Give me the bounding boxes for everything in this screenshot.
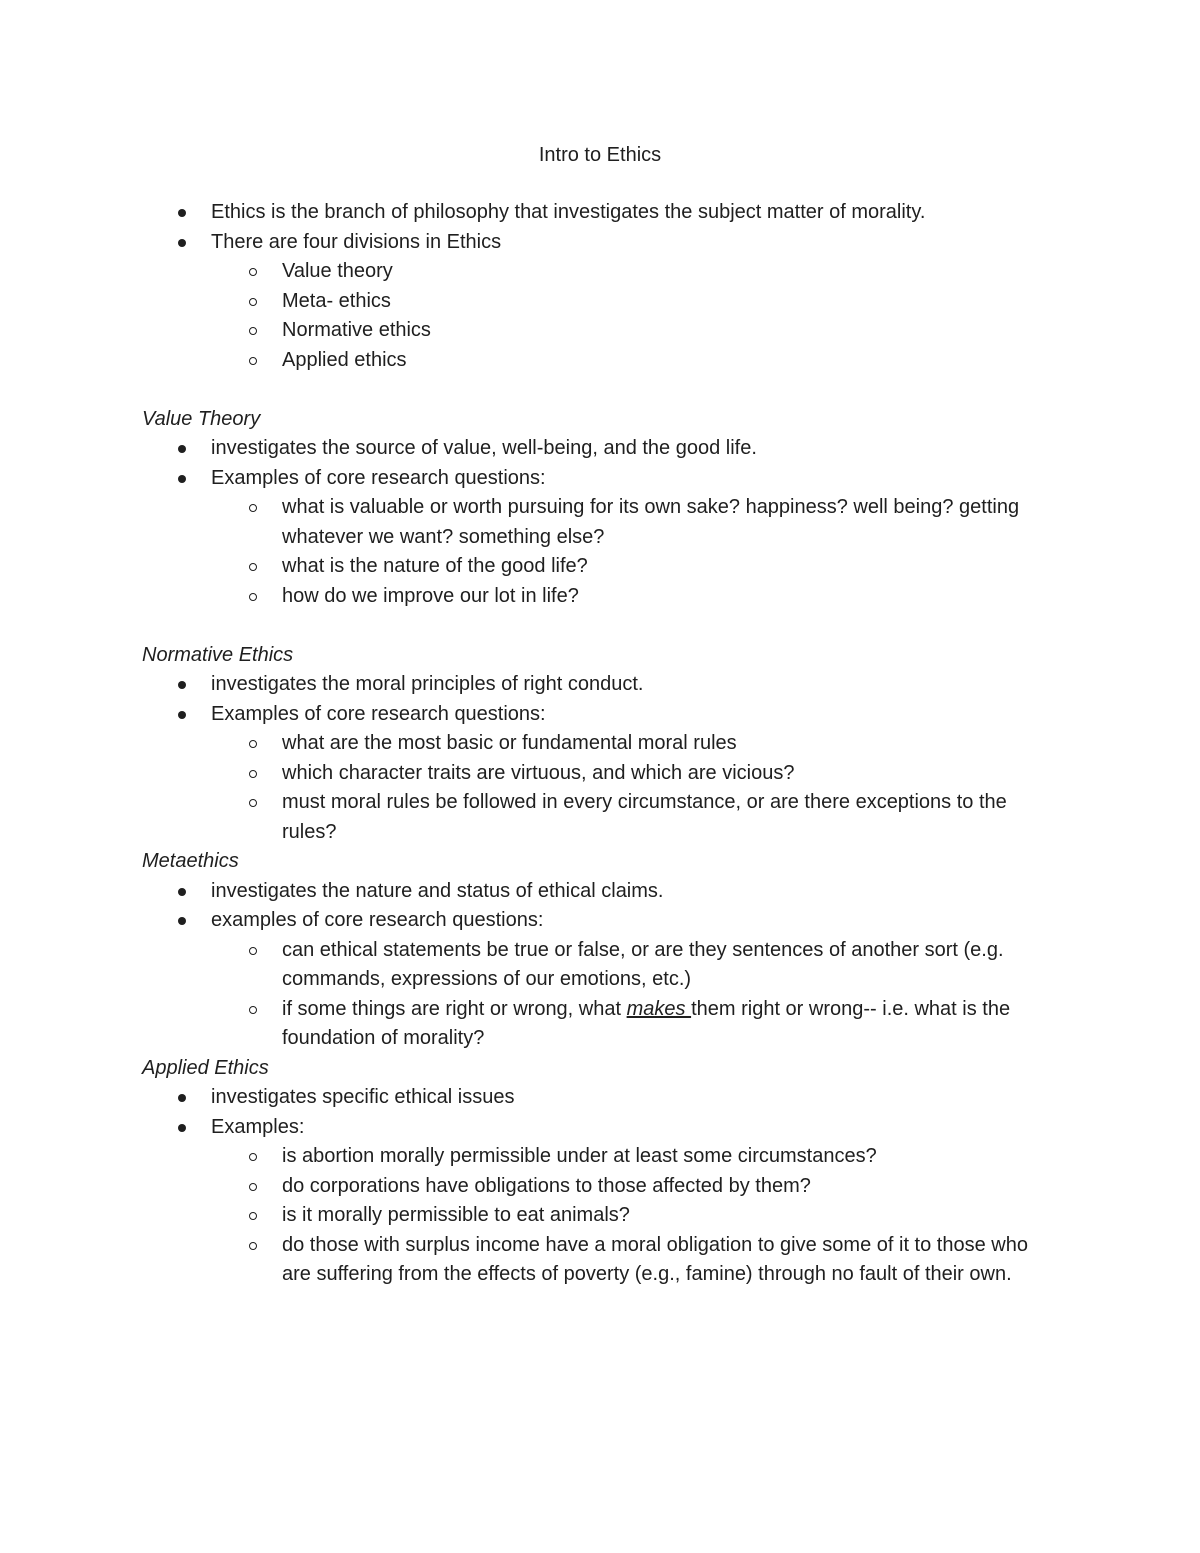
list-item: Ethics is the branch of philosophy that investigates the subject matter of morality. xyxy=(142,198,1062,228)
hollow-bullet-icon xyxy=(249,1006,257,1014)
sub-list-item: Meta- ethics xyxy=(142,287,1062,317)
normative-ethics-list xyxy=(142,670,1062,847)
list-item: investigates the source of value, well-being, and the good life. xyxy=(142,434,1062,464)
intro-list xyxy=(142,198,1062,375)
section-heading-value-theory: Value Theory xyxy=(142,407,261,430)
hollow-bullet-icon xyxy=(249,1242,257,1250)
hollow-bullet-icon xyxy=(249,1153,257,1161)
hollow-bullet-icon xyxy=(249,1212,257,1220)
list-item: examples of core research questions: can ethical statements be true or false, or are they sentences of another sort (e.g. commands, expressions of our emotions, etc.) if some things are right or wrong, what makes them right or wrong-- i.e. what is the foundation of morality? xyxy=(142,906,1062,1054)
hollow-bullet-icon xyxy=(249,1183,257,1191)
bullet-icon xyxy=(178,1124,186,1132)
bullet-icon xyxy=(178,681,186,689)
bullet-icon xyxy=(178,917,186,925)
bullet-icon xyxy=(178,711,186,719)
value-theory-questions xyxy=(142,493,1062,611)
bullet-icon xyxy=(178,888,186,896)
bullet-icon xyxy=(178,209,186,217)
hollow-bullet-icon xyxy=(249,563,257,571)
sub-list-item: if some things are right or wrong, what makes them right or wrong-- i.e. what is the foundation of morality? xyxy=(142,995,1062,1054)
hollow-bullet-icon xyxy=(249,298,257,306)
sub-list-item: Value theory xyxy=(142,257,1062,287)
hollow-bullet-icon xyxy=(249,799,257,807)
applied-ethics-list xyxy=(142,1083,1062,1290)
bullet-icon xyxy=(178,475,186,483)
list-item: Examples of core research questions: what is valuable or worth pursuing for its own sake? happiness? well being? getting whatever we want? something else? what is the nature of the good life? how do we improve our lot in life? xyxy=(142,464,1062,612)
sub-list-item: Applied ethics xyxy=(142,346,1062,376)
document-body xyxy=(142,198,1062,1290)
sub-list-item: what are the most basic or fundamental moral rules xyxy=(142,729,1062,759)
sub-list-item: do corporations have obligations to those affected by them? xyxy=(142,1172,1062,1202)
list-item: investigates specific ethical issues xyxy=(142,1083,1062,1113)
sub-list-item: how do we improve our lot in life? xyxy=(142,582,1062,612)
list-item: investigates the nature and status of ethical claims. xyxy=(142,877,1062,907)
applied-ethics-examples xyxy=(142,1142,1062,1290)
bullet-icon xyxy=(178,1094,186,1102)
sub-list-item: which character traits are virtuous, and which are vicious? xyxy=(142,759,1062,789)
sub-list-item: can ethical statements be true or false, or are they sentences of another sort (e.g. commands, expressions of our emotions, etc.) xyxy=(142,936,1062,995)
spacer xyxy=(142,375,1062,405)
spacer xyxy=(142,611,1062,641)
list-item: There are four divisions in Ethics Value theory Meta- ethics Normative ethics Applied ethics xyxy=(142,228,1062,376)
sub-list-item: must moral rules be followed in every circumstance, or are there exceptions to the rules? xyxy=(142,788,1062,847)
metaethics-list xyxy=(142,877,1062,1054)
metaethics-questions xyxy=(142,936,1062,1054)
list-item: investigates the moral principles of right conduct. xyxy=(142,670,1062,700)
hollow-bullet-icon xyxy=(249,947,257,955)
page-title: Intro to Ethics xyxy=(538,144,662,166)
hollow-bullet-icon xyxy=(249,593,257,601)
hollow-bullet-icon xyxy=(249,357,257,365)
hollow-bullet-icon xyxy=(249,504,257,512)
sub-list-item: Normative ethics xyxy=(142,316,1062,346)
normative-ethics-questions xyxy=(142,729,1062,847)
sub-list-item: is it morally permissible to eat animals? xyxy=(142,1201,1062,1231)
emphasized-word: makes xyxy=(626,997,692,1020)
hollow-bullet-icon xyxy=(249,268,257,276)
section-heading-metaethics: Metaethics xyxy=(142,850,239,872)
sub-list-item: what is the nature of the good life? xyxy=(142,552,1062,582)
bullet-icon xyxy=(178,239,186,247)
bullet-icon xyxy=(178,445,186,453)
section-heading-normative-ethics: Normative Ethics xyxy=(142,643,294,666)
hollow-bullet-icon xyxy=(249,327,257,335)
sub-list-item: what is valuable or worth pursuing for its own sake? happiness? well being? getting whatever we want? something else? xyxy=(142,493,1062,552)
divisions-list xyxy=(142,257,1062,375)
sub-list-item: is abortion morally permissible under at least some circumstances? xyxy=(142,1142,1062,1172)
section-heading-applied-ethics: Applied Ethics xyxy=(142,1056,269,1079)
hollow-bullet-icon xyxy=(249,770,257,778)
list-item: Examples of core research questions: what are the most basic or fundamental moral rules which character traits are virtuous, and which are vicious? must moral rules be followed in every circumstance, or are there exceptions to the rules? xyxy=(142,700,1062,848)
value-theory-list xyxy=(142,434,1062,611)
sub-list-item: do those with surplus income have a moral obligation to give some of it to those who are suffering from the effects of poverty (e.g., famine) through no fault of their own. xyxy=(142,1231,1062,1290)
hollow-bullet-icon xyxy=(249,740,257,748)
list-item: Examples: is abortion morally permissible under at least some circumstances? do corporations have obligations to those affected by them? is it morally permissible to eat animals? do those with surplus income have a moral obligation to give some of it to those who are suffering from the effects of poverty (e.g., famine) through no fault of their own. xyxy=(142,1113,1062,1290)
